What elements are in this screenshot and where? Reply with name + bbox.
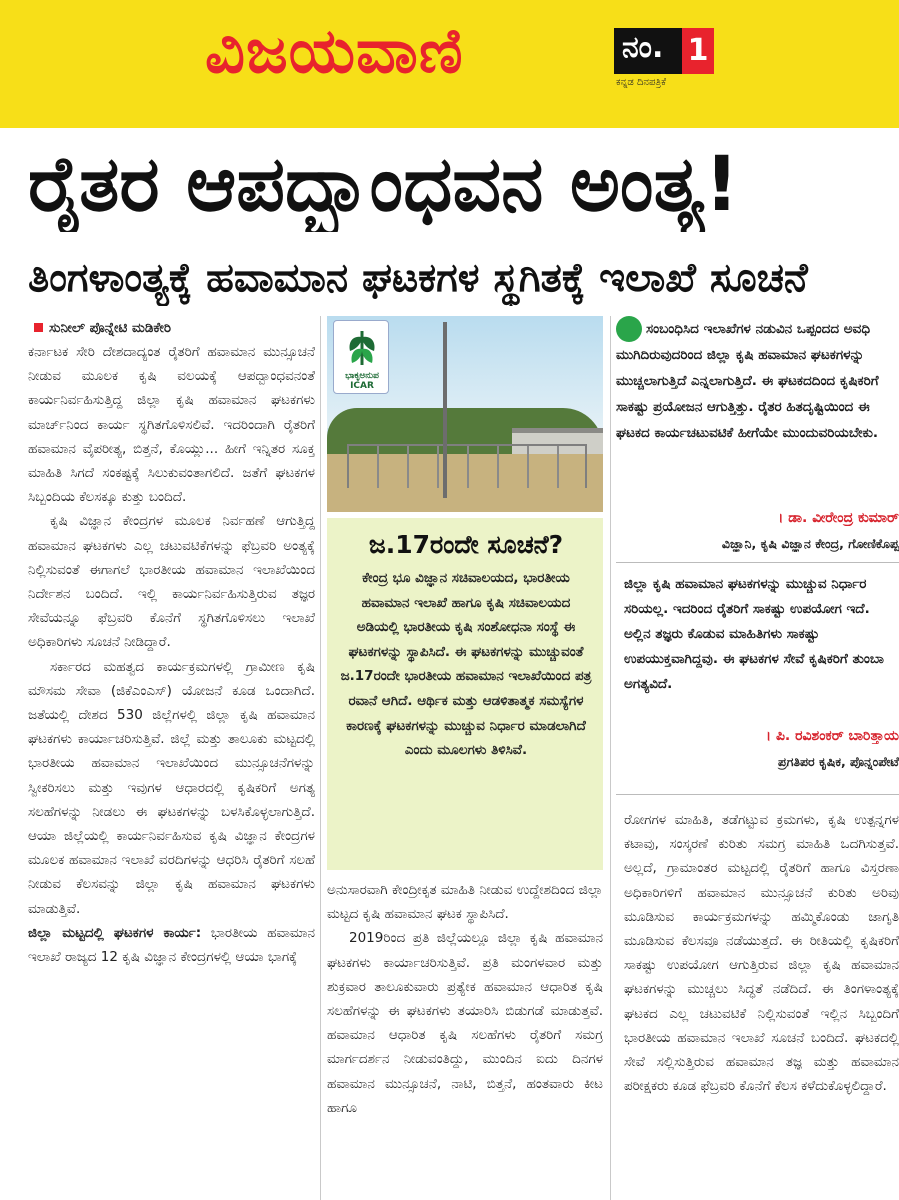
masthead bbox=[0, 0, 899, 128]
left-column bbox=[28, 316, 315, 1200]
right-column bbox=[624, 808, 899, 1200]
badge-number: 1 bbox=[682, 28, 714, 74]
paragraph: ಕೃಷಿ ವಿಜ್ಞಾನ ಕೇಂದ್ರಗಳ ಮೂಲಕ ನಿರ್ವಹಣೆ ಆಗುತ್ತಿದ್ದ ಹವಾಮಾನ ಘಟಕಗಳು ಎಲ್ಲ ಚಟುವಟಿಕೆಗಳನ್ನು ಫೆಬ್ರವರಿ ಅಂತ್ಯಕ್ಕೆ ನಿಲ್ಲಿಸುವಂತೆ ಈಗಾಗಲೆ ಭಾರತೀಯ ಹವಾಮಾನ ಇಲಾಖೆಯಿಂದ ನಿರ್ದೇಶನ ಬಂದಿದೆ. ಇಲ್ಲಿ ಕಾರ್ಯನಿರ್ವಹಿಸುತ್ತಿರುವ ತಜ್ಞರ ಸೇವೆಯನ್ನೂ ಫೆಬ್ರವರಿ ಕೊನೆಗೆ ಸ್ಥಗಿತಗೊಳಿಸಲು ಇಲಾಖೆ ಅಧಿಕಾರಿಗಳು ಸೂಚನೆ ನೀಡಿದ್ದಾರೆ. bbox=[28, 513, 315, 651]
badge-label: ನಂ. bbox=[622, 30, 664, 65]
logo-text: ಭಾಕೃಅನುಪ bbox=[345, 371, 379, 381]
logo-text: ICAR bbox=[350, 381, 374, 391]
headline: ರೈತರ ಆಪದ್ಬಾಂಧವನ ಅಂತ್ಯ! bbox=[28, 139, 740, 228]
middle-column bbox=[327, 878, 603, 1200]
paragraph: ಕರ್ನಾಟಕ ಸೇರಿ ದೇಶದಾದ್ಯಂತ ರೈತರಿಗೆ ಹವಾಮಾನ ಮುನ್ಸೂಚನೆ ನೀಡುವ ಮೂಲಕ ಕೃಷಿ ವಲಯಕ್ಕೆ ಆಪದ್ಬಾಂಧವನಂತೆ ಕಾರ್ಯನಿರ್ವಹಿಸುತ್ತಿದ್ದ ಜಿಲ್ಲಾ ಕೃಷಿ ಹವಾಮಾನ ಘಟಕಗಳು ಮಾರ್ಚ್‌ನಿಂದ ಕಾರ್ಯ ಸ್ಥಗಿತಗೊಳಿಸಲಿವೆ. ಇದರಿಂದಾಗಿ ರೈತರಿಗೆ ಹವಾಮಾನ ವೈಪರೀತ್ಯ, ಬಿತ್ತನೆ, ಕೊಯ್ಲು... ಹೀಗೆ ಇನ್ನಿತರ ಸೂಕ್ತ ಮಾಹಿತಿ ಸಿಗದೆ ಸಂಕಷ್ಟಕ್ಕೆ ಸಿಲುಕುವಂತಾಗಲಿದೆ. ಜತೆಗೆ ಘಟಕಗಳ ಸಿಬ್ಬಂದಿಯ ಕೆಲಸಕ್ಕೂ ಕುತ್ತು ಬಂದಿದೆ. bbox=[28, 344, 315, 506]
sidebar-body: ಕೇಂದ್ರ ಭೂ ವಿಜ್ಞಾನ ಸಚಿವಾಲಯದ, ಭಾರತೀಯ ಹವಾಮಾನ ಇಲಾಖೆ ಹಾಗೂ ಕೃಷಿ ಸಚಿವಾಲಯದ ಅಡಿಯಲ್ಲಿ ಭಾರತೀಯ ಕೃಷಿ ಸಂಶೋಧನಾ ಸಂಸ್ಥೆ ಈ ಘಟಕಗಳನ್ನು ಸ್ಥಾಪಿಸಿದೆ. ಈ ಘಟಕಗಳನ್ನು ಮುಚ್ಚುವಂತೆ ಜ.17ರಂದೇ ಭಾರತೀಯ ಹವಾಮಾನ ಇಲಾಖೆಯಿಂದ ಪತ್ರ ರವಾನೆ ಆಗಿದೆ. ಆರ್ಥಿಕ ಮತ್ತು ಆಡಳಿತಾತ್ಮಕ ಸಮಸ್ಯೆಗಳ ಕಾರಣಕ್ಕೆ ಘಟಕಗಳನ್ನು ಮುಚ್ಚುವ ನಿರ್ಧಾರ ಮಾಡಲಾಗಿದೆ ಎಂದು ಮೂಲಗಳು ತಿಳಿಸಿವೆ. bbox=[340, 570, 592, 759]
divider bbox=[616, 794, 899, 795]
quote-author-role: ಪ್ರಗತಿಪರ ಕೃಷಿಕ, ಪೊನ್ನಂಪೇಟೆ bbox=[778, 754, 899, 769]
subheadline: ತಿಂಗಳಾಂತ್ಯಕ್ಕೆ ಹವಾಮಾನ ಘಟಕಗಳ ಸ್ಥಗಿತಕ್ಕೆ ಇಲಾಖೆ ಸೂಚನೆ bbox=[28, 255, 808, 301]
weather-mast bbox=[443, 322, 447, 498]
paragraph: ಭಾರತೀಯ ಹವಾಮಾನ ಇಲಾಖೆ ರಾಜ್ಯದ 12 ಕೃಷಿ ವಿಜ್ಞಾನ ಕೇಂದ್ರಗಳಲ್ಲಿ ಆಯಾ ಭಾಗಕ್ಕೆ bbox=[28, 924, 315, 966]
icar-logo bbox=[333, 320, 389, 394]
weather-station-photo bbox=[327, 316, 603, 512]
quote-mark-icon bbox=[616, 316, 642, 342]
byline bbox=[28, 316, 315, 340]
quote-text: ಜಿಲ್ಲಾ ಕೃಷಿ ಹವಾಮಾನ ಘಟಕಗಳನ್ನು ಮುಚ್ಚುವ ನಿರ್ಧಾರ ಸರಿಯಲ್ಲ. ಇದರಿಂದ ರೈತರಿಗೆ ಸಾಕಷ್ಟು ಉಪಯೋಗ ಇದೆ. ಅಲ್ಲಿನ ತಜ್ಞರು ಕೊಡುವ ಮಾಹಿತಿಗಳು ಸಾಕಷ್ಟು ಉಪಯುಕ್ತವಾಗಿದ್ದವು. ಈ ಘಟಕಗಳ ಸೇವೆ ಕೃಷಿಕರಿಗೆ ತುಂಬಾ ಅಗತ್ಯವಿದೆ. bbox=[624, 576, 884, 692]
paragraph: ಸರ್ಕಾರದ ಮಹತ್ವದ ಕಾರ್ಯಕ್ರಮಗಳಲ್ಲಿ ಗ್ರಾಮೀಣ ಕೃಷಿ ಮೌಸಮ ಸೇವಾ (ಜಿಕೆಎಂಎಸ್) ಯೋಜನೆ ಕೂಡ ಒಂದಾಗಿದೆ. ಜತೆಯಲ್ಲಿ ದೇಶದ 530 ಜಿಲ್ಲೆಗಳಲ್ಲಿ ಜಿಲ್ಲಾ ಕೃಷಿ ಹವಾಮಾನ ಘಟಕಗಳು ಕಾರ್ಯಾಚರಿಸುತ್ತಿವೆ. ಜಿಲ್ಲೆ ಮತ್ತು ತಾಲೂಕು ಮಟ್ಟದಲ್ಲಿ ಭಾರತೀಯ ಹವಾಮಾನ ಇಲಾಖೆಯಿಂದ ಮುನ್ಸೂಚನೆಗಳನ್ನು ಸ್ವೀಕರಿಸಲು ಮತ್ತು ಇವುಗಳ ಆಧಾರದಲ್ಲಿ ಕೃಷಿಕರಿಗೆ ಅಗತ್ಯ ಸಲಹೆಗಳನ್ನು ನೀಡಲು ಈ ಘಟಕಗಳನ್ನು ಬಳಸಿಕೊಳ್ಳಲಾಗುತ್ತಿದೆ. ಆಯಾ ಜಿಲ್ಲೆಯಲ್ಲಿ ಕಾರ್ಯನಿರ್ವಹಿಸುವ ಕೃಷಿ ವಿಜ್ಞಾನ ಕೇಂದ್ರಗಳ ಮೂಲಕ ಹವಾಮಾನ ಇಲಾಖೆ ವರದಿಗಳನ್ನು ಆಧರಿಸಿ ರೈತರಿಗೆ ಸಲಹೆ ನೀಡುವ ಕೆಲಸವನ್ನು ಜಿಲ್ಲಾ ಕೃಷಿ ಹವಾಮಾನ ಘಟಕಗಳು ಮಾಡುತ್ತಿವೆ. bbox=[28, 658, 315, 917]
paragraph: 2019ರಿಂದ ಪ್ರತಿ ಜಿಲ್ಲೆಯಲ್ಲೂ ಜಿಲ್ಲಾ ಕೃಷಿ ಹವಾಮಾನ ಘಟಕಗಳು ಕಾರ್ಯಾಚರಿಸುತ್ತಿವೆ. ಪ್ರತಿ ಮಂಗಳವಾರ ಮತ್ತು ಶುಕ್ರವಾರ ತಾಲೂಕುವಾರು ಪ್ರತ್ಯೇಕ ಹವಾಮಾನ ಆಧಾರಿತ ಕೃಷಿ ಸಲಹೆಗಳನ್ನು ಈ ಘಟಕಗಳು ತಯಾರಿಸಿ ಬಿಡುಗಡೆ ಮಾಡುತ್ತವೆ. ಹವಾಮಾನ ಆಧಾರಿತ ಕೃಷಿ ಸಲಹೆಗಳು ರೈತರಿಗೆ ಸಮಗ್ರ ಮಾರ್ಗದರ್ಶನ ನೀಡುವಂತಿದ್ದು, ಮುಂದಿನ ಐದು ದಿನಗಳ ಹವಾಮಾನ ಮುನ್ಸೂಚನೆ, ನಾಟಿ, ಬಿತ್ತನೆ, ಹಂತವಾರು ಕೀಟ ಹಾಗೂ bbox=[327, 930, 603, 1116]
quote-author: । ಪಿ. ರವಿಶಂಕರ್ ಬಾರಿತ್ತಾಯ bbox=[765, 728, 899, 744]
section-subheading: ಜಿಲ್ಲಾ ಮಟ್ಟದಲ್ಲಿ ಘಟಕಗಳ ಕಾರ್ಯ: bbox=[28, 924, 202, 941]
divider bbox=[616, 562, 899, 563]
number-one-badge bbox=[614, 28, 714, 74]
newspaper-title: ವಿಜಯವಾಣಿ bbox=[205, 14, 464, 87]
paragraph: ರೋಗಗಳ ಮಾಹಿತಿ, ತಡೆಗಟ್ಟುವ ಕ್ರಮಗಳು, ಕೃಷಿ ಉತ್ಪನ್ನಗಳ ಕಟಾವು, ಸಂಸ್ಕರಣೆ ಕುರಿತು ಸಮಗ್ರ ಮಾಹಿತಿ ಒದಗಿಸುತ್ತವೆ. ಅಲ್ಲದೆ, ಗ್ರಾಮಾಂತರ ಮಟ್ಟದಲ್ಲಿ ರೈತರಿಗೆ ಹಾಗೂ ವಿಸ್ತರಣಾ ಅಧಿಕಾರಿಗಳಿಗೆ ಹವಾಮಾನ ಮುನ್ಸೂಚನೆ ಕುರಿತು ಅರಿವು ಮೂಡಿಸುವ ಕಾರ್ಯಕ್ರಮಗಳನ್ನು ಹಮ್ಮಿಕೊಂಡು ಜಾಗೃತಿ ಮೂಡಿಸುವ ಕೆಲಸವೂ ನಡೆಯುತ್ತದೆ. ಈ ರೀತಿಯಲ್ಲಿ ಕೃಷಿಕರಿಗೆ ಸಾಕಷ್ಟು ಉಪಯೋಗ ಆಗುತ್ತಿರುವ ಜಿಲ್ಲಾ ಕೃಷಿ ಹವಾಮಾನ ಘಟಕಗಳನ್ನು ಮುಚ್ಚಲು ಸಿದ್ಧತೆ ನಡೆದಿದೆ. ಈ ತಿಂಗಳಾಂತ್ಯಕ್ಕೆ ಘಟಕದ ಎಲ್ಲ ಚಟುವಟಿಕೆ ನಿಲ್ಲಿಸುವಂತೆ ಇಲ್ಲಿನ ಸಿಬ್ಬಂದಿಗೆ ಭಾರತೀಯ ಹವಾಮಾನ ಇಲಾಖೆ ಸೂಚನೆ ಬಂದಿದೆ. ಘಟಕದಲ್ಲಿ ಸೇವೆ ಸಲ್ಲಿಸುತ್ತಿರುವ ಹವಾಮಾನ ತಜ್ಞ ಮತ್ತು ಹವಾಮಾನ ಪರೀಕ್ಷಕರು ಕೂಡ ಫೆಬ್ರವರಿ ಕೊನೆಗೆ ಕೆಲಸ ಕಳೆದುಕೊಳ್ಳಲಿದ್ದಾರೆ. bbox=[624, 812, 899, 1095]
sidebar-box bbox=[327, 518, 603, 870]
bullet-square-icon bbox=[34, 323, 43, 332]
quote-author: । ಡಾ. ವೀರೇಂದ್ರ ಕುಮಾರ್ bbox=[778, 510, 899, 526]
sidebar-title: ಜ.17ರಂದೇ ಸೂಚನೆ? bbox=[368, 530, 564, 559]
wheat-icon bbox=[340, 325, 384, 367]
quote-author-role: ವಿಜ್ಞಾನಿ, ಕೃಷಿ ವಿಜ್ಞಾನ ಕೇಂದ್ರ, ಗೋಣಿಕೊಪ್ಪ bbox=[721, 536, 899, 551]
column-divider bbox=[320, 316, 321, 1200]
quote-text: ಸಂಬಂಧಿಸಿದ ಇಲಾಖೆಗಳ ನಡುವಿನ ಒಪ್ಪಂದದ ಅವಧಿ ಮುಗಿದಿರುವುದರಿಂದ ಜಿಲ್ಲಾ ಕೃಷಿ ಹವಾಮಾನ ಘಟಕಗಳನ್ನು ಮುಚ್ಚಲಾಗುತ್ತಿದೆ ಎನ್ನಲಾಗುತ್ತಿದೆ. ಈ ಘಟಕದದಿಂದ ಕೃಷಿಕರಿಗೆ ಸಾಕಷ್ಟು ಪ್ರಯೋಜನ ಆಗುತ್ತಿತ್ತು. ರೈತರ ಹಿತದೃಷ್ಟಿಯಿಂದ ಈ ಘಟಕದ ಕಾರ್ಯಚಟುವಟಿಕೆ ಹೀಗೆಯೇ ಮುಂದುವರಿಯಬೇಕು. bbox=[616, 321, 879, 441]
column-divider bbox=[610, 316, 611, 1200]
byline-text: ಸುನೀಲ್ ಪೊನ್ನೇಟಿ ಮಡಿಕೇರಿ bbox=[49, 320, 172, 336]
quote-box bbox=[624, 572, 899, 724]
badge-tagline: ಕನ್ನಡ ದಿನಪತ್ರಿಕೆ bbox=[616, 77, 667, 88]
paragraph: ಅನುಸಾರವಾಗಿ ಕೇಂದ್ರೀಕೃತ ಮಾಹಿತಿ ನೀಡುವ ಉದ್ದೇಶದಿಂದ ಜಿಲ್ಲಾ ಮಟ್ಟದ ಕೃಷಿ ಹವಾಮಾನ ಘಟಕ ಸ್ಥಾಪಿಸಿದೆ. bbox=[327, 882, 603, 923]
